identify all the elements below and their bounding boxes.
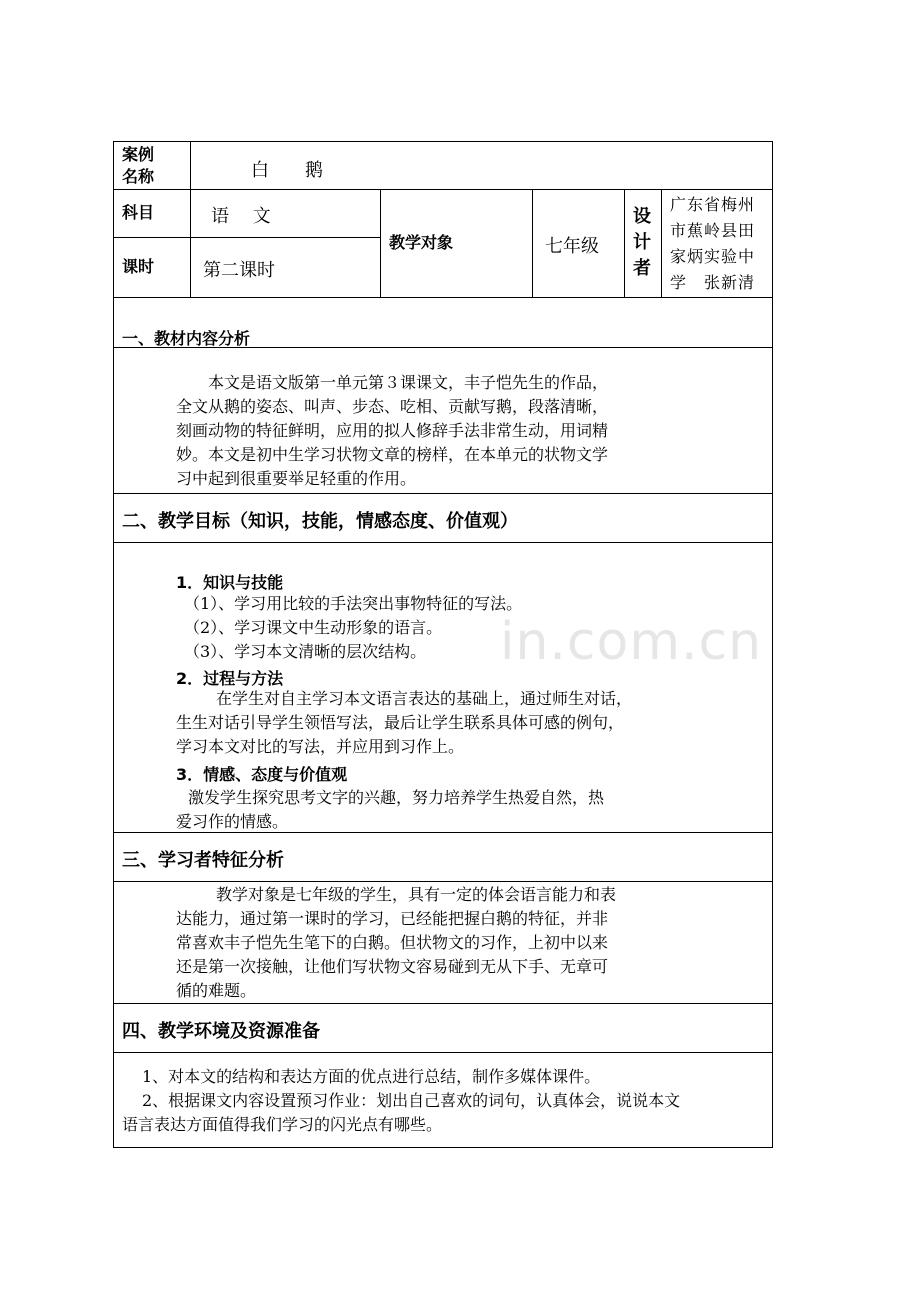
designer-label: 设 计 者: [633, 206, 651, 279]
process-method-heading: 2．过程与方法: [176, 669, 284, 688]
designer-value-cell: [661, 190, 772, 297]
resource-item-1: 1、对本文的结构和表达方面的优点进行总结，制作多媒体课件。: [142, 1067, 601, 1086]
emotion-value-body: 激发学生探究思考文字的兴趣，努力培养学生热爱自然，热 爱习作的情感。: [176, 788, 605, 831]
section-2-title: 二、教学目标（知识，技能，情感态度、价值观）: [122, 511, 518, 532]
emotion-value-heading: 3．情感、态度与价值观: [176, 765, 348, 784]
designer-label-cell: [624, 190, 661, 297]
section-4-body-row: [113, 1053, 773, 1148]
case-name-value-cell: [190, 142, 772, 189]
goal-item-1: （1）、学习用比较的手法突出事物特征的写法。: [184, 594, 523, 613]
section-3-title: 三、学习者特征分析: [122, 850, 284, 871]
target-label: 教学对象: [389, 233, 454, 252]
watermark: in.com.cn: [500, 612, 763, 672]
section-1-heading-row: [113, 298, 773, 348]
period-value-cell: [190, 238, 380, 297]
case-name-value: 白 鹅: [251, 160, 323, 181]
target-label-cell: [380, 190, 532, 297]
target-value-cell: [532, 190, 624, 297]
period-label: 课时: [122, 257, 155, 276]
section-1-title: 一、教材内容分析: [122, 329, 251, 348]
designer-value: 广东省梅州 市蕉岭县田 家炳实验中 学 张新清: [670, 195, 756, 292]
knowledge-skill-heading: 1．知识与技能: [176, 573, 284, 592]
section-4-heading-row: [113, 1004, 773, 1053]
subject-label: 科目: [122, 203, 155, 222]
case-name-label: 案例 名称: [122, 145, 155, 186]
section-1-body-row: [113, 348, 773, 494]
lesson-plan-table: [113, 141, 773, 1148]
case-name-row: [113, 141, 773, 190]
subject-value: 语 文: [211, 206, 271, 227]
section-3-body: 教学对象是七年级的学生，具有一定的体会语言能力和表 达能力，通过第一课时的学习，已经能把握白鹅的特征，并非 常喜欢丰子恺先生笔下的白鹅。但状物文的习作，上初中以来 还是第一次接触，让他们写状物文容易碰到无从下手、无章可 循的难题。: [176, 885, 617, 1000]
section-2-body-row: [113, 543, 773, 833]
goal-item-3: （3）、学习本文清晰的层次结构。: [184, 642, 427, 661]
subject-period-block: [113, 190, 773, 298]
goal-item-2: （2）、学习课文中生动形象的语言。: [184, 618, 443, 637]
period-label-cell: [114, 238, 190, 297]
period-value: 第二课时: [203, 260, 275, 281]
section-3-body-row: [113, 882, 773, 1004]
section-4-title: 四、教学环境及资源准备: [122, 1021, 320, 1042]
subject-label-cell: [114, 190, 190, 238]
process-method-body: 在学生对自主学习本文语言表达的基础上，通过师生对话， 生生对话引导学生领悟写法，最后让学生联系具体可感的例句， 学习本文对比的写法，并应用到习作上。: [176, 689, 633, 756]
case-name-label-cell: [114, 142, 190, 189]
resource-item-2: 2、根据课文内容设置预习作业：划出自己喜欢的词句，认真体会，说说本文 语言表达方面值得我们学习的闪光点有哪些。: [122, 1091, 681, 1134]
section-3-heading-row: [113, 833, 773, 882]
target-value: 七年级: [545, 236, 599, 257]
subject-value-cell: [190, 190, 380, 238]
section-1-body: 本文是语文版第一单元第３课课文，丰子恺先生的作品， 全文从鹅的姿态、叫声、步态、吃相、贡献写鹅，段落清晰， 刻画动物的特征鲜明，应用的拟人修辞手法非常生动，用词精 妙。本文是初中生学习状物文章的榜样，在本单元的状物文学 习中起到很重要举足轻重的作用。: [176, 373, 609, 488]
section-2-heading-row: [113, 494, 773, 543]
